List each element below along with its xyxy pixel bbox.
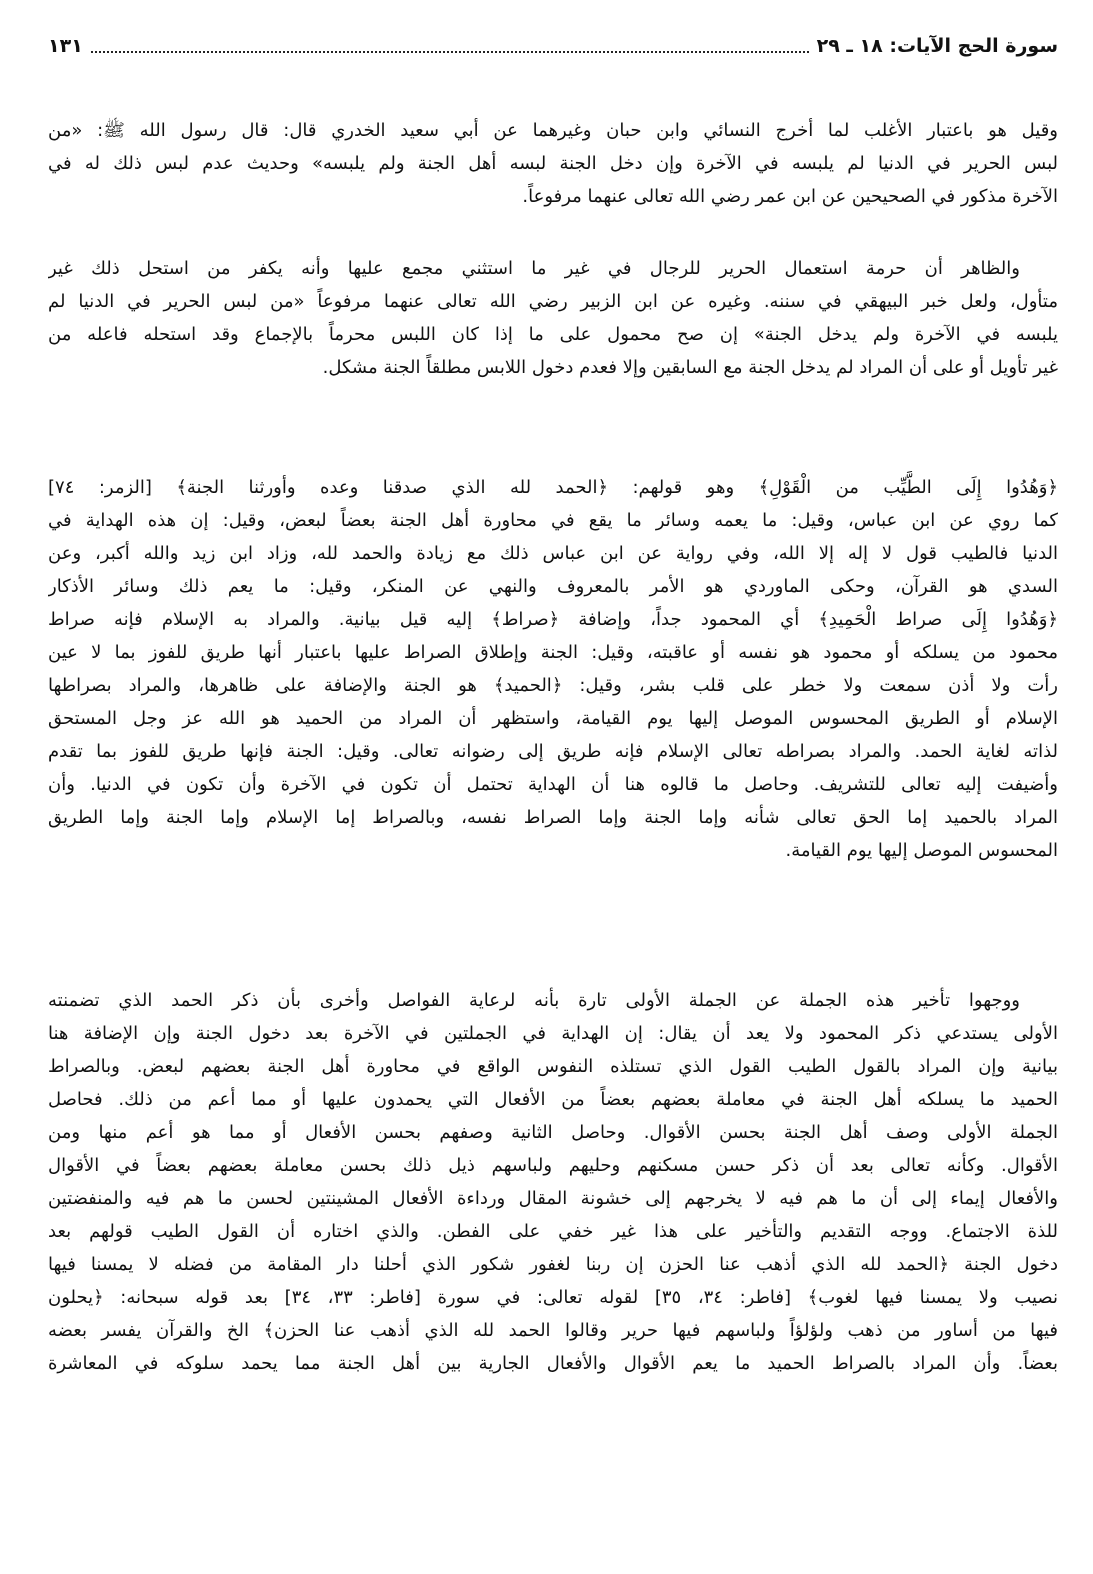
text-line: الأولى يستدعي ذكر المحمود ولا يعد أن يقال: إن الهداية في الجملتين في الآخرة بعد دخول الجنة وإن الإضافة هنا bbox=[48, 1023, 1058, 1044]
text-line: لذاته لغاية الحمد. والمراد بصراطه تعالى الإسلام فإنه طريق إلى رضوانه تعالى. وقيل: الجنة فإنها طريق للفوز بما تقدم bbox=[48, 741, 1058, 762]
page-number: ١٣١ bbox=[48, 35, 83, 57]
text-line: وأضيفت إليه تعالى للتشريف. وحاصل ما قالوه هنا أن الهداية تحتمل أن تكون في الآخرة وأن تكون في الدنيا. وأن bbox=[48, 774, 1058, 795]
text-line: رأت ولا أذن سمعت ولا خطر على قلب بشر، وقيل: ﴿الحميد﴾ هو الجنة والإضافة على ظاهرها، والمراد بصراطها bbox=[48, 675, 1058, 696]
surah-title: سورة الحج الآيات: ١٨ ـ ٢٩ bbox=[816, 35, 1058, 57]
text-line: المحسوس الموصل إليها يوم القيامة. bbox=[785, 840, 1058, 861]
text-line: متأول، ولعل خبر البيهقي في سننه. وغيره عن ابن الزبير رضي الله تعالى عنهما مرفوعاً «من لبس الحرير في الدنيا لم bbox=[48, 291, 1058, 312]
text-line: لبس الحرير في الدنيا لم يلبسه في الآخرة وإن دخل الجنة لبسه أهل الجنة ولم يلبسه» وحديث عدم لبس ذلك له في bbox=[48, 153, 1058, 174]
text-line: السدي هو القرآن، وحكى الماوردي هو الأمر بالمعروف والنهي عن المنكر، وقيل: ما يعم ذلك وسائر الأذكار bbox=[48, 576, 1058, 597]
text-line: نصيب ولا يمسنا فيها لغوب﴾ [فاطر: ٣٤، ٣٥] لقوله تعالى: في سورة [فاطر: ٣٣، ٣٤] بعد قوله سبحانه: ﴿يحلون bbox=[48, 1287, 1058, 1308]
text-line: الأقوال. وكأنه تعالى بعد أن ذكر حسن مسكنهم وحليهم ولباسهم ذيل ذلك بحسن معاملة بعضهم بعضاً في الأقوال bbox=[48, 1155, 1058, 1176]
text-line: للذة الاجتماع. ووجه التقديم والتأخير على هذا غير خفي على الفطن. والذي اختاره أن القول الطيب قولهم بعد bbox=[48, 1221, 1058, 1242]
text-line: ﴿وَهُدُوا إِلَى الطَّيِّب من الْقَوْلِ﴾ وهو قولهم: ﴿الحمد لله الذي صدقنا وعده وأورثنا الجنة﴾ [الزمر: ٧٤] bbox=[48, 477, 1058, 498]
text-line: وقيل هو باعتبار الأغلب لما أخرج النسائي وابن حبان وغيرهما عن أبي سعيد الخدري قال: قال رسول الله ﷺ: «من bbox=[48, 120, 1058, 141]
text-line: ﴿وَهُدُوا إِلَى صراط الْحَمِيدِ﴾ أي المحمود جداً، وإضافة ﴿صراط﴾ إليه قيل بيانية. والمراد به الإسلام فإنه صراط bbox=[48, 609, 1058, 630]
text-line: يلبسه في الآخرة ولم يدخل الجنة» إن صح محمول على ما إذا كان اللبس محرماً بالإجماع وقد استحله فاعله من bbox=[48, 324, 1058, 345]
paragraph-2 bbox=[48, 252, 1058, 384]
text-line: الإسلام أو الطريق المحسوس الموصل إليها يوم القيامة، واستظهر أن المراد من الحميد هو الله عز وجل المستحق bbox=[48, 708, 1058, 729]
text-line: دخول الجنة ﴿الحمد لله الذي أذهب عنا الحزن إن ربنا لغفور شكور الذي أحلنا دار المقامة من فضله لا يمسنا فيها bbox=[48, 1254, 1058, 1275]
text-line: المراد بالحميد إما الحق تعالى شأنه وإما الجنة وإما الصراط نفسه، وبالصراط إما الإسلام وإما الجنة وإما الطريق bbox=[48, 807, 1058, 828]
text-line: الدنيا فالطيب قول لا إله إلا الله، وفي رواية عن ابن عباس ذلك مع زيادة والحمد لله، وزاد ابن زيد والله أكبر، وعن bbox=[48, 543, 1058, 564]
text-line: والأفعال إيماء إلى أن ما هم فيه لا يخرجهم إلى خشونة المقال ورداءة الأفعال المشينتين لحسن ما هم فيه والمنفضتين bbox=[48, 1188, 1058, 1209]
text-line: فيها من أساور من ذهب ولؤلؤاً ولباسهم فيها حرير وقالوا الحمد لله الذي أذهب عنا الحزن﴾ الخ والقرآن يفسر بعضه bbox=[48, 1320, 1058, 1341]
paragraph-1 bbox=[48, 114, 1058, 213]
text-line: كما روي عن ابن عباس، وقيل: ما يعمه وسائر ما يقع في محاورة أهل الجنة بعضاً لبعض، وقيل: إن هذه الهداية في bbox=[48, 510, 1058, 531]
text-line: بعضاً. وأن المراد بالصراط الحميد ما يعم الأقوال والأفعال الجارية بين أهل الجنة مما يحمد سلوكه في المعاشرة bbox=[48, 1353, 1058, 1374]
text-line: بيانية وإن المراد بالقول الطيب القول الذي تستلذه النفوس الواقع في محاورة أهل الجنة بعضهم لبعض. وبالصراط bbox=[48, 1056, 1058, 1077]
text-line: محمود من يسلكه أو محمود هو نفسه أو عاقبته، وقيل: الجنة وإطلاق الصراط عليها باعتبار أنها طريق للفوز بما لا عين bbox=[48, 642, 1058, 663]
leader-dots bbox=[91, 39, 809, 53]
text-line: ووجهوا تأخير هذه الجملة عن الجملة الأولى تارة بأنه لرعاية الفواصل وأخرى بأن ذكر الحمد الذي تضمنته bbox=[48, 990, 1020, 1011]
running-header bbox=[48, 30, 1058, 62]
text-line: غير تأويل أو على أن المراد لم يدخل الجنة مع السابقين وإلا فعدم دخول اللابس مطلقاً الجنة مشكل. bbox=[322, 357, 1058, 378]
paragraph-3 bbox=[48, 471, 1058, 867]
text-line: والظاهر أن حرمة استعمال الحرير للرجال في غير ما استثني مجمع عليها وأنه يكفر من استحل ذلك غير bbox=[48, 258, 1020, 279]
text-line: الآخرة مذكور في الصحيحين عن ابن عمر رضي الله تعالى عنهما مرفوعاً. bbox=[522, 186, 1058, 207]
paragraph-4 bbox=[48, 984, 1058, 1380]
text-line: الجملة الأولى وصف أهل الجنة بحسن الأقوال. وحاصل الثانية وصفهم بحسن الأفعال أو مما هو أعم منها ومن bbox=[48, 1122, 1058, 1143]
text-line: الحميد ما يسلكه أهل الجنة في معاملة بعضهم بعضاً من الأفعال التي يحمدون عليها أو مما أعم من ذلك. فحاصل bbox=[48, 1089, 1058, 1110]
